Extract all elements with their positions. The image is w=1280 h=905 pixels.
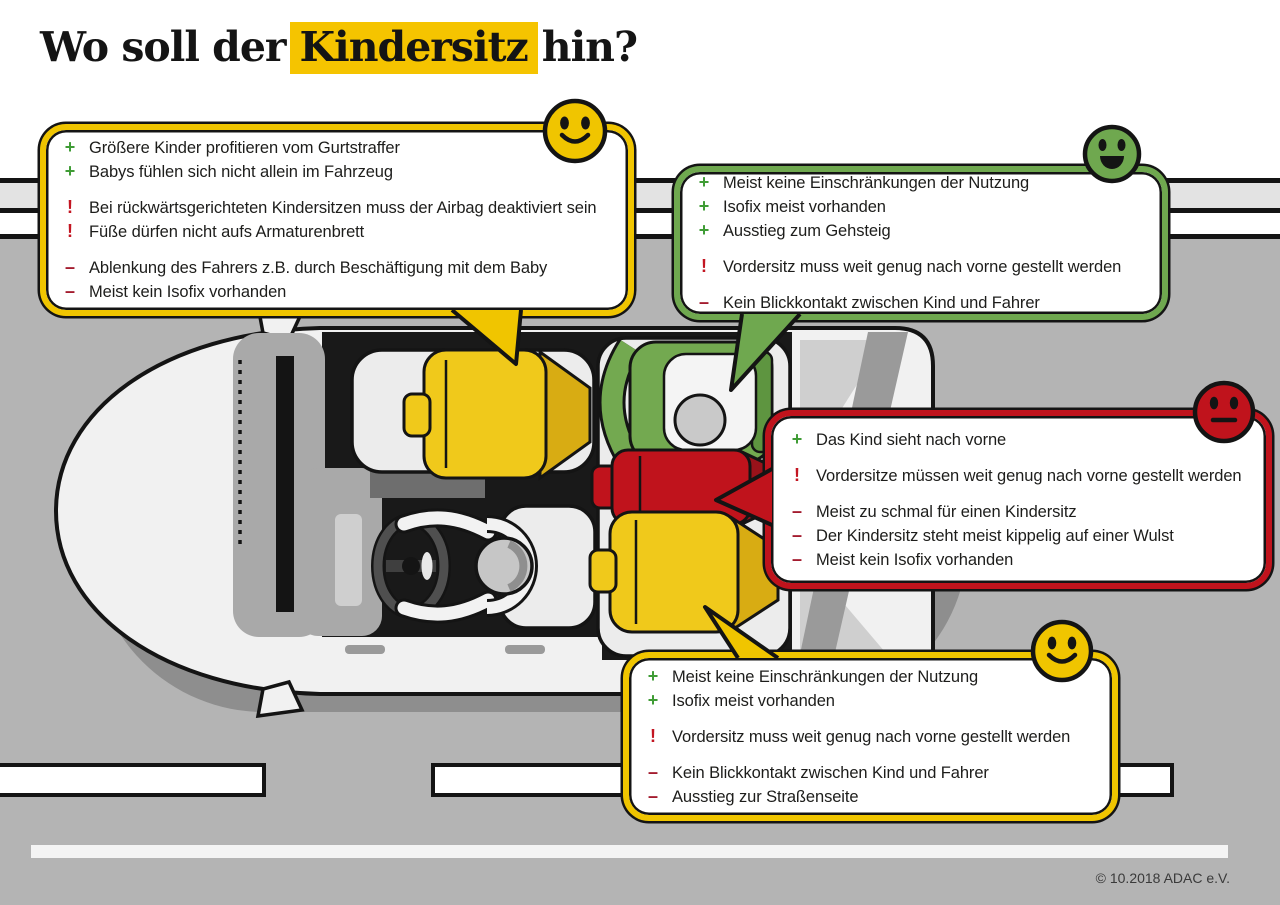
baby-head (675, 395, 725, 445)
bubble-item-text: Vordersitz muss weit genug nach vorne gestellt werden (672, 727, 1071, 746)
cons-icon: – (647, 785, 658, 806)
info-bubble-rear-seat-sidewalk-side (674, 166, 1168, 320)
bubble-item-text: Bei rückwärtsgerichteten Kindersitzen muss der Airbag deaktiviert sein (89, 199, 597, 217)
warnings-icon: ! (67, 221, 73, 241)
bubble-item-text: Kein Blickkontakt zwischen Kind und Fahrer (672, 763, 989, 782)
dashboard-bar (276, 356, 294, 612)
bubble-item-list (62, 136, 612, 304)
bubble-item-text: Meist kein Isofix vorhanden (816, 550, 1014, 569)
title-pre: Wo soll der (40, 23, 286, 71)
bubble-item-pros (62, 136, 612, 160)
bubble-item-list (789, 428, 1248, 572)
bubble-item-pros (645, 665, 1096, 689)
bubble-item-cons (696, 291, 1146, 315)
pros-icon: + (64, 161, 76, 181)
bubble-item-cons (789, 548, 1248, 572)
child-seat-rear-sidewalk-side (612, 342, 772, 462)
warnings-icon: ! (701, 256, 707, 276)
bubble-item-pros (696, 195, 1146, 219)
cons-icon: – (791, 500, 802, 521)
cons-icon: – (64, 281, 75, 301)
bubble-item-warnings (62, 220, 612, 244)
bubble-item-text: Meist zu schmal für einen Kindersitz (816, 502, 1077, 521)
bubble-item-warnings (645, 725, 1096, 749)
bubble-item-text: Ablenkung des Fahrers z.B. durch Beschäftigung mit dem Baby (89, 259, 548, 277)
pros-icon: + (698, 172, 710, 192)
bubble-item-warnings (696, 255, 1146, 279)
bubble-item-cons (645, 785, 1096, 809)
warnings-icon: ! (794, 464, 800, 485)
bubble-item-pros (696, 219, 1146, 243)
bubble-item-text: Isofix meist vorhanden (672, 691, 835, 710)
bubble-item-text: Vordersitze müssen weit genug nach vorne gestellt werden (816, 466, 1242, 485)
bubble-item-cons (789, 524, 1248, 548)
bubble-item-text: Babys fühlen sich nicht allein im Fahrzeug (89, 163, 393, 181)
cons-icon: – (698, 292, 709, 312)
info-bubble-front-passenger-seat (40, 124, 634, 316)
bubble-item-text: Vordersitz muss weit genug nach vorne gestellt werden (723, 258, 1122, 276)
door-handle (345, 645, 385, 654)
bubble-item-pros (62, 160, 612, 184)
bubble-item-text: Füße dürfen nicht aufs Armaturenbrett (89, 223, 365, 241)
bubble-item-text: Der Kindersitz steht meist kippelig auf einer Wulst (816, 526, 1174, 545)
title-highlight: Kindersitz (290, 22, 538, 74)
info-bubble-rear-seat-street-side (623, 652, 1118, 821)
page-title (40, 22, 637, 74)
bubble-item-cons (789, 500, 1248, 524)
bubble-item-text: Das Kind sieht nach vorne (816, 430, 1007, 449)
bubble-item-cons (62, 256, 612, 280)
warnings-icon: ! (650, 725, 656, 746)
child-seat-front-passenger (404, 350, 590, 478)
pros-icon: + (647, 689, 659, 710)
bubble-item-text: Meist keine Einschränkungen der Nutzung (672, 667, 979, 686)
pros-icon: + (647, 665, 659, 686)
cons-icon: – (647, 761, 658, 782)
bubble-item-text: Größere Kinder profitieren vom Gurtstraffer (89, 139, 400, 157)
bubble-item-text: Kein Blickkontakt zwischen Kind und Fahrer (723, 294, 1040, 312)
bubble-item-text: Meist kein Isofix vorhanden (89, 283, 287, 301)
bubble-item-cons (62, 280, 612, 304)
bubble-item-warnings (789, 464, 1248, 488)
door-handle (505, 645, 545, 654)
pros-icon: + (64, 137, 76, 157)
cons-icon: – (64, 257, 75, 277)
pros-icon: + (791, 428, 803, 449)
bubble-item-list (645, 665, 1096, 809)
child-seat-rear-street-side (590, 512, 778, 632)
bubble-item-pros (789, 428, 1248, 452)
bubble-item-text: Ausstieg zum Gehsteig (723, 222, 891, 240)
bubble-item-text: Meist keine Einschränkungen der Nutzung (723, 174, 1030, 192)
cons-icon: – (791, 548, 802, 569)
copyright-notice: © 10.2018 ADAC e.V. (1095, 870, 1230, 886)
cons-icon: – (791, 524, 802, 545)
warnings-icon: ! (67, 197, 73, 217)
road-edge-stripe (31, 845, 1228, 858)
bubble-item-text: Isofix meist vorhanden (723, 198, 886, 216)
bubble-item-pros (645, 689, 1096, 713)
bubble-item-pros (696, 171, 1146, 195)
bubble-item-cons (645, 761, 1096, 785)
title-post: hin? (541, 23, 638, 71)
bubble-item-list (696, 171, 1146, 315)
pros-icon: + (698, 220, 710, 240)
bubble-item-text: Ausstieg zur Straßenseite (672, 787, 859, 806)
pros-icon: + (698, 196, 710, 216)
info-bubble-rear-seat-middle (765, 410, 1272, 589)
bubble-item-warnings (62, 196, 612, 220)
center-stack (335, 514, 362, 606)
